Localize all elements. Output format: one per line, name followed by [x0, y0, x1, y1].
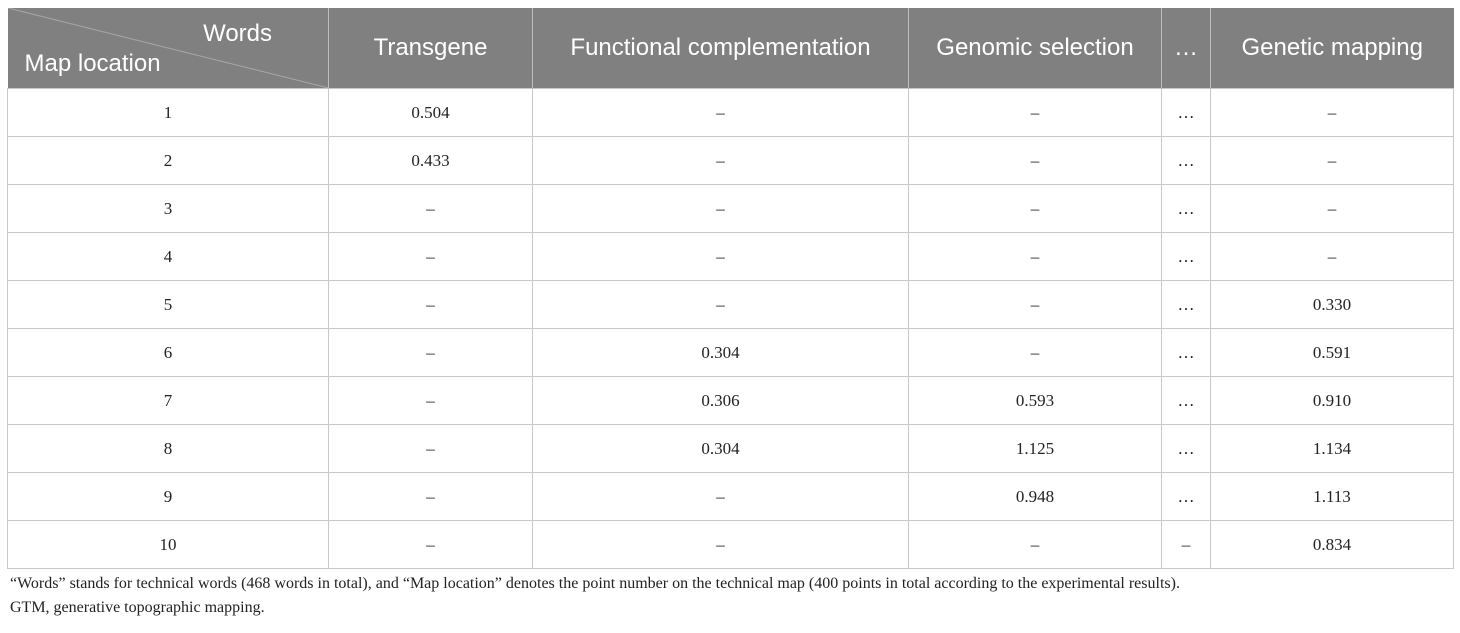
- functional-complementation-cell: 0.304: [533, 425, 909, 473]
- genetic-mapping-cell: 0.834: [1211, 521, 1454, 569]
- transgene-cell: –: [329, 425, 533, 473]
- genomic-selection-cell: –: [909, 329, 1162, 377]
- map-location-cell: 10: [8, 521, 329, 569]
- column-header-ellipsis: …: [1162, 8, 1211, 89]
- genomic-selection-cell: 0.948: [909, 473, 1162, 521]
- functional-complementation-cell: –: [533, 185, 909, 233]
- map-location-cell: 6: [8, 329, 329, 377]
- ellipsis-cell: …: [1162, 185, 1211, 233]
- genetic-mapping-cell: 1.113: [1211, 473, 1454, 521]
- transgene-cell: –: [329, 521, 533, 569]
- genomic-selection-cell: –: [909, 185, 1162, 233]
- functional-complementation-cell: –: [533, 473, 909, 521]
- table-row: [8, 521, 1454, 569]
- transgene-cell: 0.433: [329, 137, 533, 185]
- genomic-selection-cell: –: [909, 521, 1162, 569]
- column-header-genomic-selection: Genomic selection: [909, 8, 1162, 89]
- transgene-cell: –: [329, 281, 533, 329]
- map-location-cell: 4: [8, 233, 329, 281]
- transgene-cell: –: [329, 473, 533, 521]
- map-location-cell: 8: [8, 425, 329, 473]
- genomic-selection-cell: 1.125: [909, 425, 1162, 473]
- table-row: [8, 425, 1454, 473]
- table-row: [8, 233, 1454, 281]
- ellipsis-cell: …: [1162, 137, 1211, 185]
- genetic-mapping-cell: 1.134: [1211, 425, 1454, 473]
- ellipsis-cell: …: [1162, 233, 1211, 281]
- functional-complementation-cell: –: [533, 89, 909, 137]
- corner-header-cell: [8, 8, 329, 89]
- genomic-selection-cell: 0.593: [909, 377, 1162, 425]
- header-row: [8, 8, 1454, 89]
- column-header-functional-complementation: Functional complementation: [533, 8, 909, 89]
- table-row: [8, 377, 1454, 425]
- table-row: [8, 473, 1454, 521]
- map-location-cell: 9: [8, 473, 329, 521]
- ellipsis-cell: …: [1162, 329, 1211, 377]
- genomic-selection-cell: –: [909, 137, 1162, 185]
- functional-complementation-cell: –: [533, 137, 909, 185]
- table-row: [8, 185, 1454, 233]
- ellipsis-cell: …: [1162, 281, 1211, 329]
- ellipsis-cell: …: [1162, 377, 1211, 425]
- corner-label-map-location: Map location: [24, 50, 161, 77]
- table-body: [8, 89, 1454, 569]
- transgene-cell: –: [329, 233, 533, 281]
- map-location-cell: 2: [8, 137, 329, 185]
- data-table-container: [7, 8, 1453, 569]
- functional-complementation-cell: –: [533, 281, 909, 329]
- map-location-cell: 5: [8, 281, 329, 329]
- footnote-line-1: “Words” stands for technical words (468 words in total), and “Map location” denotes the point number on the technical map (400 points in total according to the experimental results).: [10, 575, 1180, 592]
- functional-complementation-cell: 0.304: [533, 329, 909, 377]
- footnote-line-2: GTM, generative topographic mapping.: [10, 599, 265, 616]
- genomic-selection-cell: –: [909, 89, 1162, 137]
- table-row: [8, 137, 1454, 185]
- ellipsis-cell: …: [1162, 473, 1211, 521]
- genomic-selection-cell: –: [909, 233, 1162, 281]
- map-location-cell: 3: [8, 185, 329, 233]
- genetic-mapping-cell: –: [1211, 137, 1454, 185]
- genomic-selection-cell: –: [909, 281, 1162, 329]
- transgene-cell: 0.504: [329, 89, 533, 137]
- table-row: [8, 89, 1454, 137]
- table-footnote: [10, 572, 1450, 620]
- genetic-mapping-cell: –: [1211, 233, 1454, 281]
- ellipsis-cell: …: [1162, 89, 1211, 137]
- genetic-mapping-cell: 0.591: [1211, 329, 1454, 377]
- genetic-mapping-cell: –: [1211, 185, 1454, 233]
- table-row: [8, 329, 1454, 377]
- column-header-genetic-mapping: Genetic mapping: [1211, 8, 1454, 89]
- corner-label-words: Words: [203, 20, 272, 47]
- map-location-cell: 1: [8, 89, 329, 137]
- genetic-mapping-cell: 0.330: [1211, 281, 1454, 329]
- table-row: [8, 281, 1454, 329]
- ellipsis-cell: …: [1162, 425, 1211, 473]
- functional-complementation-cell: 0.306: [533, 377, 909, 425]
- genetic-mapping-cell: –: [1211, 89, 1454, 137]
- data-table: [7, 8, 1454, 569]
- transgene-cell: –: [329, 185, 533, 233]
- map-location-cell: 7: [8, 377, 329, 425]
- transgene-cell: –: [329, 377, 533, 425]
- genetic-mapping-cell: 0.910: [1211, 377, 1454, 425]
- functional-complementation-cell: –: [533, 521, 909, 569]
- transgene-cell: –: [329, 329, 533, 377]
- ellipsis-cell: –: [1162, 521, 1211, 569]
- column-header-transgene: Transgene: [329, 8, 533, 89]
- functional-complementation-cell: –: [533, 233, 909, 281]
